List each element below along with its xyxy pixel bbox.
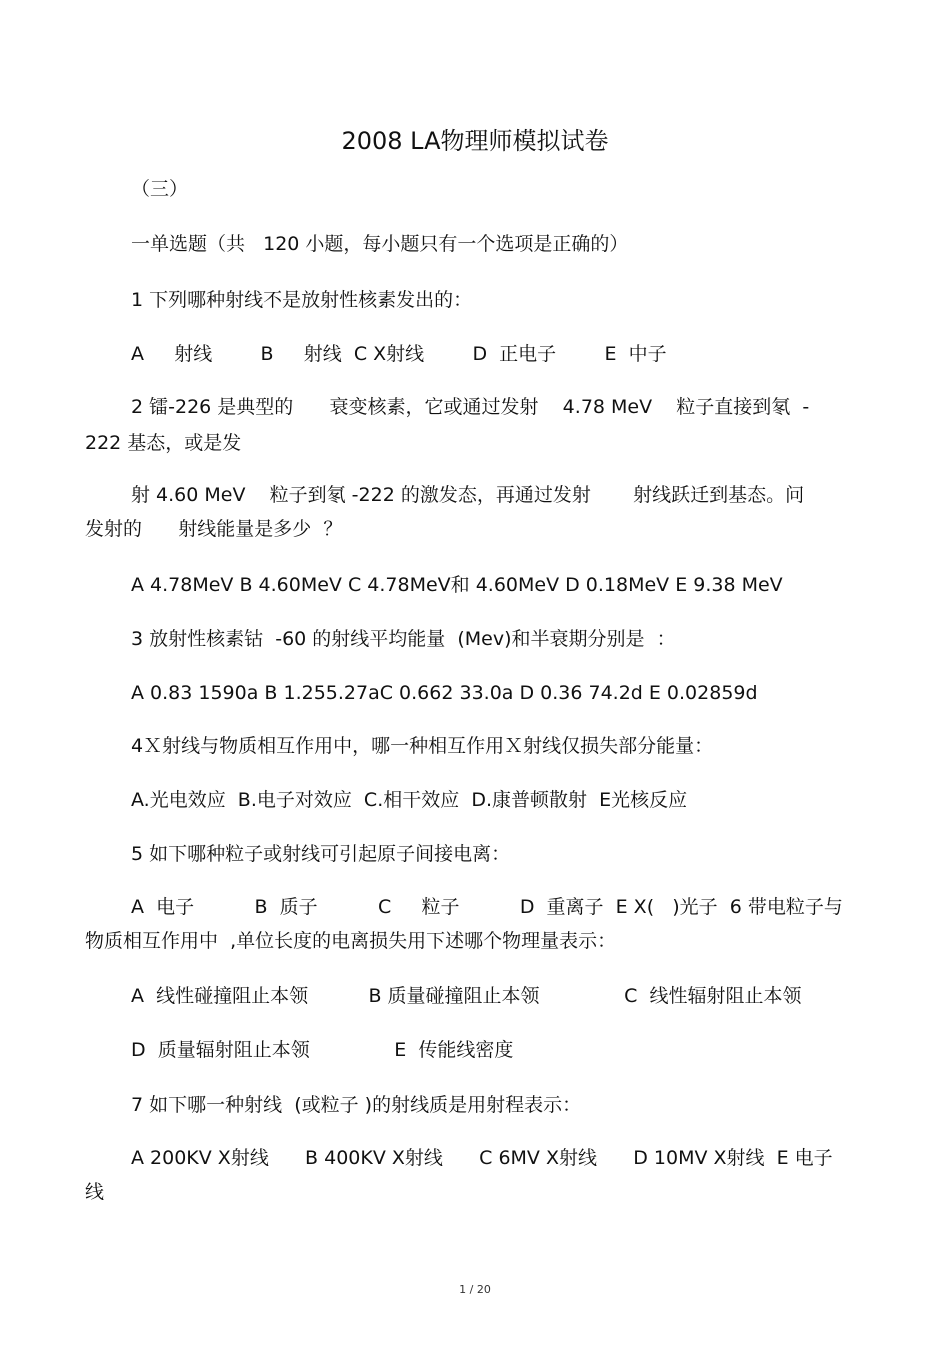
question-4-stem: 4Ｘ射线与物质相互作用中，哪一种相互作用Ｘ射线仅损失部分能量： xyxy=(131,735,714,757)
section-heading: 一单选题（共 120 小题，每小题只有一个选项是正确的） xyxy=(131,233,629,255)
question-7-stem: 7 如下哪一种射线 (或粒子 )的射线质是用射程表示： xyxy=(131,1094,582,1116)
question-7-options: A 200KV X射线 B 400KV X射线 C 6MV X射线 D 10MV X射线 E 电子 xyxy=(131,1147,833,1169)
question-1-stem: 1 下列哪种射线不是放射性核素发出的： xyxy=(131,289,473,311)
question-1-options: A 射线 B 射线 C X射线 D 正电子 E 中子 xyxy=(131,343,667,365)
question-6-options-line-1: A 线性碰撞阻止本领 B 质量碰撞阻止本领 C 线性辐射阻止本领 xyxy=(131,985,802,1007)
question-6-options-line-2: D 质量辐射阻止本领 E 传能线密度 xyxy=(131,1039,514,1061)
question-5-stem: 5 如下哪种粒子或射线可引起原子间接电离： xyxy=(131,843,511,865)
question-4-options: A.光电效应 B.电子对效应 C.相干效应 D.康普顿散射 E光核反应 xyxy=(131,789,688,811)
question-7-options-wrap: 线 xyxy=(85,1181,105,1203)
question-3-options: A 0.83 1590a B 1.255.27aC 0.662 33.0a D 0.36 74.2d E 0.02859d xyxy=(131,682,758,704)
question-2-stem-line-2: 222 基态，或是发 xyxy=(85,432,242,454)
question-3-stem: 3 放射性核素钴 -60 的射线平均能量 (Mev)和半衰期分别是 ： xyxy=(131,628,676,650)
question-5-options: A 电子 B 质子 C 粒子 D 重离子 E X( )光子 6 带电粒子与 xyxy=(131,896,843,918)
question-6-stem: 物质相互作用中 ,单位长度的电离损失用下述哪个物理量表示： xyxy=(85,930,617,952)
question-2-options: A 4.78MeV B 4.60MeV C 4.78MeV和 4.60MeV D 0.18MeV E 9.38 MeV xyxy=(131,574,783,596)
question-2-stem-line-4: 发射的 射线能量是多少 ？ xyxy=(85,518,343,540)
document-subtitle: （三） xyxy=(131,178,189,200)
question-2-stem-line-1: 2 镭-226 是典型的 衰变核素，它或通过发射 4.78 MeV 粒子直接到氡 - xyxy=(131,396,810,418)
page-indicator: 1 / 20 xyxy=(459,1283,491,1296)
question-2-stem-line-3: 射 4.60 MeV 粒子到氡 -222 的激发态，再通过发射 射线跃迁到基态。问 xyxy=(131,484,805,506)
document-title: 2008 LA物理师模拟试卷 xyxy=(341,127,609,155)
